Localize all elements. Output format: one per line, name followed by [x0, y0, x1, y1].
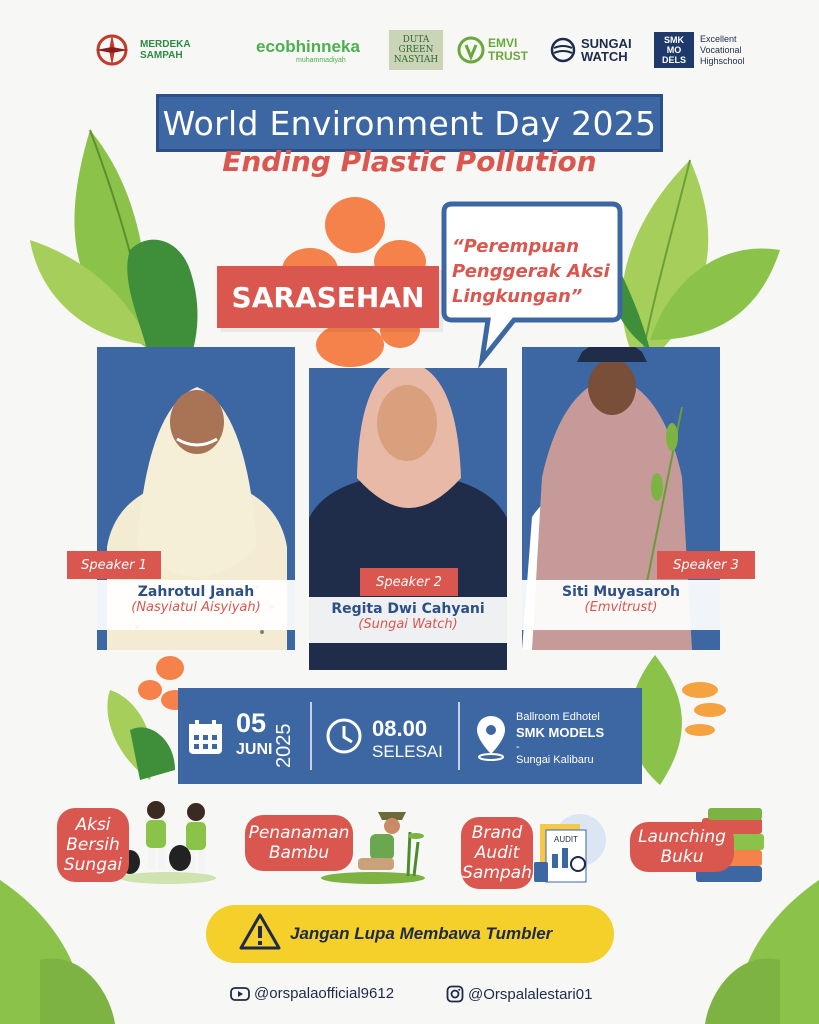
river-cleanup-illustration [118, 796, 218, 886]
event-type-banner [217, 266, 439, 328]
activity-book-launch [630, 822, 734, 872]
speaker-3-name-box [522, 580, 720, 630]
page-subtitle: Ending Plastic Pollution [222, 145, 597, 178]
theme-line-1: “Perempuan [452, 236, 580, 257]
event-month: JUNI [236, 741, 273, 758]
sungai-watch-icon [549, 36, 577, 64]
activity-2-line-2: Bambu [268, 843, 330, 863]
activity-2-line-1: Penanaman [248, 823, 350, 843]
speaker-2-org: (Sungai Watch) [358, 617, 458, 632]
location-line-4: Sungai Kalibaru [516, 754, 594, 766]
smk-models-logo [654, 30, 745, 70]
activity-river-cleanup [57, 808, 129, 882]
speaker-3-name: Siti Muyasaroh [562, 584, 680, 600]
theme-line-2: Penggerak Aksi [452, 261, 610, 282]
emvi-leaf-icon [456, 35, 486, 65]
speaker-2-name-box [309, 597, 507, 643]
activity-4-line-1: Launching [638, 827, 726, 847]
audit-label: AUDIT [554, 835, 578, 844]
merdeka-sampah-logo [92, 30, 191, 70]
calendar-icon [186, 718, 226, 758]
youtube-handle-text: @orspalaofficial9612 [254, 985, 395, 1002]
speaker-2-tag: Speaker 2 [360, 568, 458, 596]
activity-1-line-1: Aksi [75, 815, 111, 835]
speaker-1-name: Zahrotul Janah [137, 584, 255, 600]
smk-models-text: SMK MO DELS [661, 35, 686, 65]
title-banner [156, 94, 663, 152]
instagram-icon [446, 985, 464, 1003]
sungai-watch-logo [549, 30, 643, 70]
activity-bamboo-planting [245, 815, 353, 871]
location-line-1: Ballroom Edhotel [516, 711, 600, 723]
event-type-label: SARASEHAN [231, 280, 425, 314]
location-line-3: - [516, 741, 520, 753]
duta-green-logo [389, 30, 443, 70]
smk-tagline-3: Highschool [700, 55, 745, 66]
speaker-2-name: Regita Dwi Cahyani [331, 601, 485, 617]
ecobhinneka-subtext: muhammadiyah [296, 56, 346, 64]
youtube-icon [230, 986, 250, 1002]
info-divider-1 [310, 702, 312, 770]
brand-audit-illustration [528, 806, 608, 886]
duta-green-text: DUTA GREEN NASYIAH [393, 35, 439, 65]
compass-emblem-icon [92, 30, 132, 70]
merdeka-sampah-text: MERDEKA SAMPAH [140, 39, 191, 61]
ecobhinneka-logo [256, 30, 360, 70]
activity-3-line-2: Audit [474, 843, 520, 863]
activity-1-line-2: Bersih [66, 835, 120, 855]
activity-3-line-3: Sampah [462, 863, 532, 883]
event-time: 08.00 [372, 716, 428, 741]
event-time-end: SELESAI [372, 742, 443, 761]
smk-tagline-2: Vocational [700, 44, 742, 55]
smk-tagline-1: Excellent [700, 33, 737, 44]
instagram-handle-text: @Orspalalestari01 [468, 985, 593, 1003]
activity-1-line-3: Sungai [63, 855, 123, 875]
theme-line-3: Lingkungan” [452, 286, 583, 307]
speaker-1-org: (Nasyiatul Aisyiyah) [131, 600, 261, 615]
ecobhinneka-text: ecobhinneka [256, 36, 360, 56]
emvi-trust-text: EMVI TRUST [488, 36, 528, 63]
speaker-3-org: (Emvitrust) [584, 600, 658, 615]
info-divider-2 [458, 702, 460, 770]
location-line-2: SMK MODELS [516, 725, 605, 740]
speaker-3-tag: Speaker 3 [657, 551, 755, 579]
clock-icon [324, 716, 364, 756]
warning-triangle-icon [238, 912, 282, 952]
speaker-1-name-box [97, 580, 295, 630]
activity-4-line-2: Buku [660, 847, 704, 867]
instagram-handle[interactable] [446, 985, 592, 1003]
tumbler-reminder-text: Jangan Lupa Membawa Tumbler [290, 924, 553, 943]
emvi-trust-logo [456, 30, 540, 70]
location-pin-icon [474, 714, 508, 762]
activity-3-line-1: Brand [471, 823, 523, 843]
page-title: World Environment Day 2025 [162, 103, 657, 143]
event-year: 2025 [273, 723, 295, 768]
theme-text [452, 234, 632, 309]
speaker-1-tag: Speaker 1 [67, 551, 161, 579]
activity-brand-audit [461, 817, 533, 889]
event-day: 05 [236, 708, 267, 738]
sungai-watch-text: SUNGAI WATCH [581, 36, 632, 64]
youtube-handle[interactable] [230, 985, 394, 1002]
